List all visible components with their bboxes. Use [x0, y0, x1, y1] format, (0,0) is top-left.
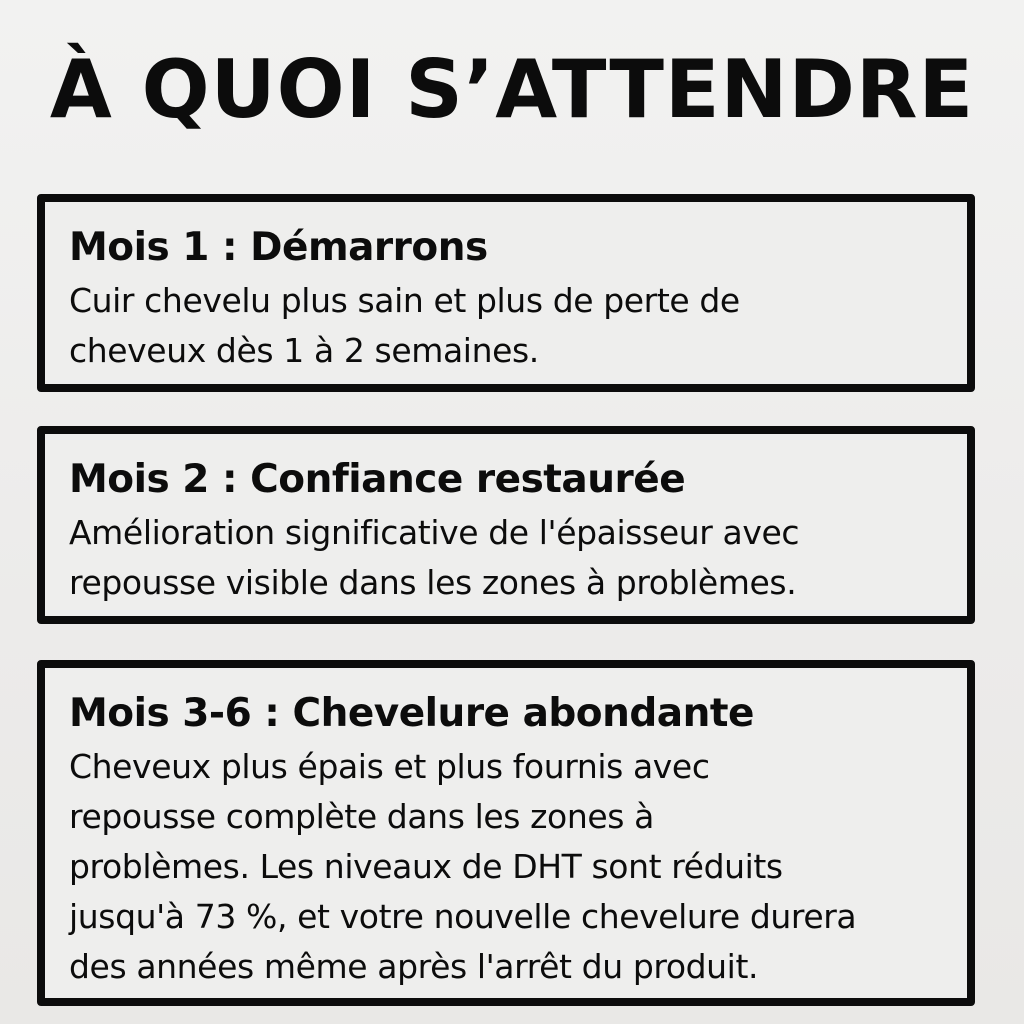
description-line: Amélioration significative de l'épaisseur avec [69, 513, 800, 552]
timeline-card-month-3-6 [37, 660, 975, 1006]
description-line: problèmes. Les niveaux de DHT sont réduits [69, 847, 783, 886]
description-line: cheveux dès 1 à 2 semaines. [69, 331, 539, 370]
description-line: jusqu'à 73 %, et votre nouvelle chevelure durera [69, 897, 857, 936]
page-title: À QUOI S’ATTENDRE [49, 43, 975, 136]
description-line: Cheveux plus épais et plus fournis avec [69, 747, 710, 786]
timeline-card-month-1 [37, 194, 975, 392]
description-line: repousse visible dans les zones à problèmes. [69, 563, 797, 602]
card-description [69, 276, 967, 376]
card-description [69, 508, 967, 608]
description-line: des années même après l'arrêt du produit. [69, 947, 759, 986]
description-line: repousse complète dans les zones à [69, 797, 654, 836]
timeline-card-month-2 [37, 426, 975, 624]
description-line: Cuir chevelu plus sain et plus de perte de [69, 281, 740, 320]
card-heading: Mois 1 : Démarrons [69, 225, 488, 270]
card-description [69, 742, 967, 992]
card-heading: Mois 3-6 : Chevelure abondante [69, 691, 754, 736]
card-heading: Mois 2 : Confiance restaurée [69, 457, 686, 502]
